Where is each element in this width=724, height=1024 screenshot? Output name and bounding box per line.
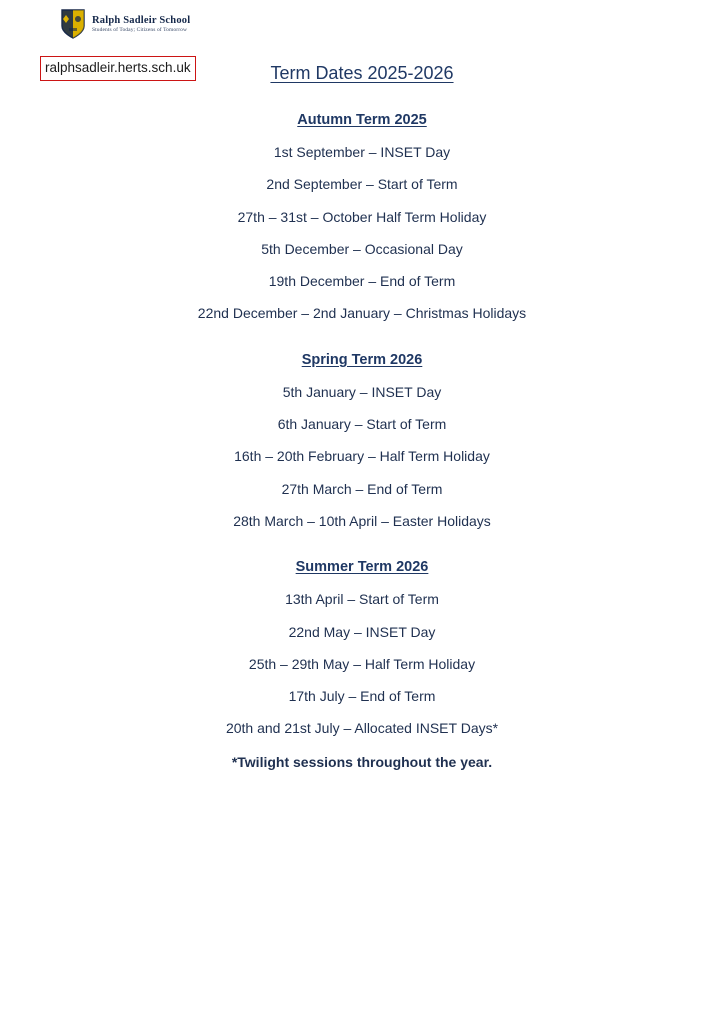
term-entry: 13th April – Start of Term bbox=[285, 591, 439, 608]
term-entry: 2nd September – Start of Term bbox=[266, 176, 458, 193]
term-entry: 16th – 20th February – Half Term Holiday bbox=[234, 448, 490, 465]
term-dates-document bbox=[0, 58, 724, 778]
term-heading-summer: Summer Term 2026 bbox=[295, 559, 429, 576]
term-entry: 22nd December – 2nd January – Christmas Holidays bbox=[197, 305, 527, 322]
heraldic-shield-icon bbox=[60, 8, 86, 40]
school-header bbox=[60, 8, 190, 40]
term-entry: 25th – 29th May – Half Term Holiday bbox=[248, 655, 476, 672]
term-entry: 6th January – Start of Term bbox=[277, 416, 447, 433]
footnote: *Twilight sessions throughout the year. bbox=[231, 753, 493, 770]
term-entry: 20th and 21st July – Allocated INSET Days* bbox=[225, 720, 499, 737]
school-website-url: ralphsadleir.herts.sch.uk bbox=[45, 60, 191, 75]
school-name: Ralph Sadleir School bbox=[92, 14, 191, 26]
term-entry: 19th December – End of Term bbox=[268, 273, 456, 290]
term-entry: 28th March – 10th April – Easter Holidays bbox=[233, 512, 491, 529]
term-entry: 17th July – End of Term bbox=[288, 688, 436, 705]
school-name-block bbox=[92, 15, 190, 34]
term-entry: 1st September – INSET Day bbox=[273, 144, 451, 160]
term-heading-spring: Spring Term 2026 bbox=[301, 351, 423, 368]
term-entry: 27th – 31st – October Half Term Holiday bbox=[237, 208, 487, 225]
term-heading-autumn: Autumn Term 2025 bbox=[297, 112, 427, 128]
term-entry: 27th March – End of Term bbox=[281, 480, 443, 497]
page-title: Term Dates 2025-2026 bbox=[270, 63, 454, 83]
term-entry: 22nd May – INSET Day bbox=[288, 623, 436, 640]
term-entry: 5th January – INSET Day bbox=[282, 383, 442, 400]
term-entry: 5th December – Occasional Day bbox=[261, 240, 463, 257]
school-tagline: Students of Today; Citizens of Tomorrow bbox=[92, 27, 188, 34]
